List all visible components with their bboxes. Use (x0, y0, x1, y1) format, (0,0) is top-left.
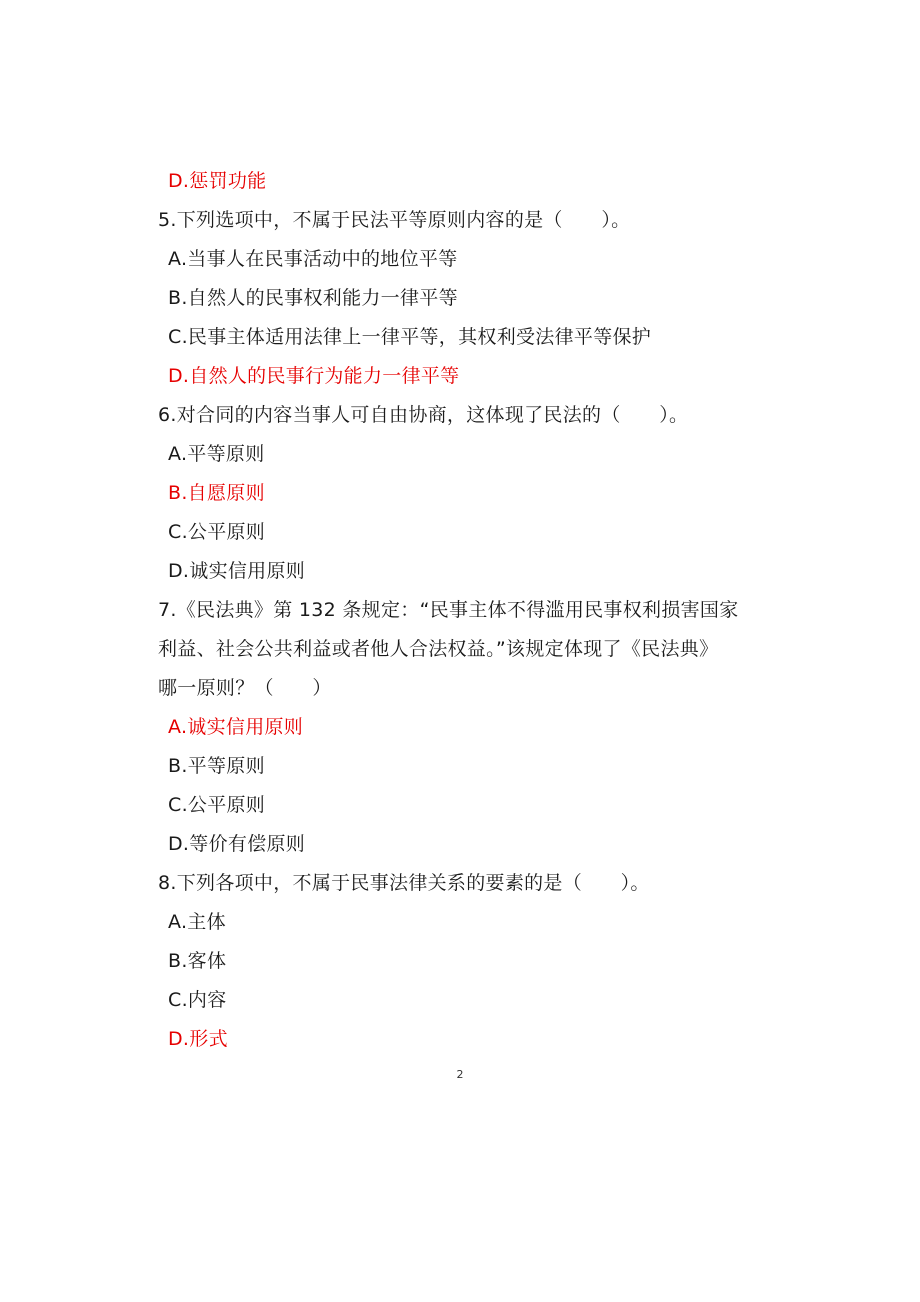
q7-option-d: D.等价有偿原则 (168, 833, 306, 855)
q5-option-c: C.民事主体适用法律上一律平等，其权利受法律平等保护 (168, 326, 652, 348)
q7-option-b: B.平等原则 (168, 755, 265, 777)
q8-stem: 8.下列各项中，不属于民事法律关系的要素的是（ ）。 (158, 872, 650, 894)
q6-option-b-answer: B.自愿原则 (168, 482, 265, 504)
q8-option-c: C.内容 (168, 989, 227, 1011)
q8-option-b: B.客体 (168, 950, 227, 972)
q7-stem-line-2: 利益、社会公共利益或者他人合法权益。”该规定体现了《民法典》 (158, 638, 719, 660)
q6-option-a: A.平等原则 (168, 443, 265, 465)
q5-option-b: B.自然人的民事权利能力一律平等 (168, 287, 458, 309)
q6-stem: 6.对合同的内容当事人可自由协商，这体现了民法的（ ）。 (158, 404, 689, 426)
q7-option-c: C.公平原则 (168, 794, 266, 816)
q8-option-d-answer: D.形式 (168, 1028, 228, 1050)
q4-option-d-answer: D.惩罚功能 (168, 170, 267, 192)
q7-stem-line-3: 哪一原则？（ ） (158, 677, 332, 699)
q5-option-d-answer: D.自然人的民事行为能力一律平等 (168, 365, 460, 387)
q7-stem-line-1: 7.《民法典》第 132 条规定：“民事主体不得滥用民事权利损害国家 (158, 599, 739, 621)
q8-option-a: A.主体 (168, 911, 226, 933)
q6-option-d: D.诚实信用原则 (168, 560, 306, 582)
page-number: 2 (456, 1068, 464, 1081)
q6-option-c: C.公平原则 (168, 521, 266, 543)
q7-option-a-answer: A.诚实信用原则 (168, 716, 304, 738)
q5-stem: 5.下列选项中，不属于民法平等原则内容的是（ ）。 (158, 209, 631, 231)
q5-option-a: A.当事人在民事活动中的地位平等 (168, 248, 458, 270)
